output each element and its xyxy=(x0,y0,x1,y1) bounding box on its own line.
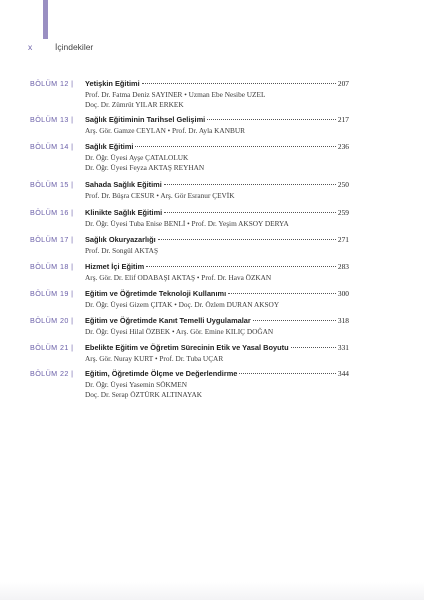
chapter-authors xyxy=(85,354,223,364)
author-line: Prof. Dr. Songül AKTAŞ xyxy=(85,246,159,255)
chapter-title: Klinikte Sağlık Eğitimi xyxy=(85,208,163,217)
chapter-page-number: 318 xyxy=(337,316,349,325)
chapter-page-number: 300 xyxy=(337,289,349,298)
chapter-page-number: 236 xyxy=(337,142,349,151)
chapter-authors xyxy=(85,300,279,310)
chapter-page-number: 259 xyxy=(337,208,349,217)
dot-leader xyxy=(142,83,336,84)
chapter-authors xyxy=(85,246,158,256)
author-line: Doç. Dr. Zümrüt YILAR ERKEK xyxy=(85,100,184,110)
chapter-title-row xyxy=(85,289,349,298)
chapter-title: Yetişkin Eğitimi xyxy=(85,79,140,88)
chapter-authors xyxy=(85,191,235,201)
chapter-authors xyxy=(85,219,289,229)
chapter-title: Eğitim ve Öğretimde Teknoloji Kullanımı xyxy=(85,289,227,298)
author-line: Arş. Gör. Nuray KURT • Prof. Dr. Tuba UÇAR xyxy=(85,354,224,363)
chapter-label: BÖLÜM 19 | xyxy=(30,289,74,298)
chapter-title-row xyxy=(85,316,349,325)
chapter-authors xyxy=(85,380,202,401)
chapter-title-row xyxy=(85,262,349,271)
author-line: Dr. Öğr. Üyesi Tuba Enise BENLİ • Prof. Dr. Yeşim AKSOY DERYA xyxy=(85,219,289,228)
section-title: İçindekiler xyxy=(55,42,94,52)
dot-leader xyxy=(164,184,336,185)
dot-leader xyxy=(146,266,336,267)
author-line: Arş. Gör. Gamze CEYLAN • Prof. Dr. Ayla KANBUR xyxy=(85,126,245,135)
chapter-page-number: 344 xyxy=(337,369,349,378)
chapter-title: Eğitim, Öğretimde Ölçme ve Değerlendirme xyxy=(85,369,238,378)
chapter-authors xyxy=(85,327,273,337)
chapter-title: Sağlık Eğitimi xyxy=(85,142,134,151)
page-numeral: x xyxy=(28,42,33,52)
dot-leader xyxy=(253,320,336,321)
dot-leader xyxy=(135,146,335,147)
chapter-title: Hizmet İçi Eğitim xyxy=(85,262,145,271)
chapter-authors xyxy=(85,273,271,283)
chapter-title-row xyxy=(85,180,349,189)
chapter-page-number: 271 xyxy=(337,235,349,244)
author-line: Dr. Öğr. Üyesi Yasemin SÖKMEN xyxy=(85,380,187,389)
chapter-title: Eğitim ve Öğretimde Kanıt Temelli Uygulamalar xyxy=(85,316,251,325)
chapter-page-number: 207 xyxy=(337,79,349,88)
author-line: Dr. Öğr. Üyesi Gizem ÇITAK • Doç. Dr. Özlem DURAN AKSOY xyxy=(85,300,280,309)
chapter-page-number: 283 xyxy=(337,262,349,271)
chapter-authors xyxy=(85,126,245,136)
chapter-title-row xyxy=(85,79,349,88)
author-line: Dr. Öğr. Üyesi Feyza AKTAŞ REYHAN xyxy=(85,163,205,173)
dot-leader xyxy=(239,373,336,374)
author-line: Doç. Dr. Serap ÖZTÜRK ALTINAYAK xyxy=(85,390,203,400)
author-line: Dr. Öğr. Üyesi Hilal ÖZBEK • Arş. Gör. Emine KILIÇ DOĞAN xyxy=(85,327,274,336)
chapter-page-number: 250 xyxy=(337,180,349,189)
chapter-page-number: 217 xyxy=(337,115,349,124)
author-line: Prof. Dr. Fatma Deniz SAYINER • Uzman Ebe Nesibe UZEL xyxy=(85,90,266,99)
chapter-title: Ebelikte Eğitim ve Öğretim Sürecinin Etik ve Yasal Boyutu xyxy=(85,343,289,352)
dot-leader xyxy=(164,212,336,213)
chapter-title-row xyxy=(85,142,349,151)
chapter-title-row xyxy=(85,235,349,244)
chapter-authors xyxy=(85,90,265,111)
chapter-label: BÖLÜM 20 | xyxy=(30,316,74,325)
chapter-label: BÖLÜM 18 | xyxy=(30,262,74,271)
dot-leader xyxy=(207,119,336,120)
chapter-label: BÖLÜM 14 | xyxy=(30,142,74,151)
author-line: Prof. Dr. Büşra CESUR • Arş. Gör Esranur ÇEVİK xyxy=(85,191,235,200)
chapter-label: BÖLÜM 22 | xyxy=(30,369,74,378)
author-line: Arş. Gör. Dr. Elif ODABAŞI AKTAŞ • Prof. Dr. Hava ÖZKAN xyxy=(85,273,272,282)
chapter-title-row xyxy=(85,369,349,378)
chapter-title-row xyxy=(85,208,349,217)
chapter-authors xyxy=(85,153,204,174)
chapter-title-row xyxy=(85,343,349,352)
chapter-label: BÖLÜM 17 | xyxy=(30,235,74,244)
chapter-label: BÖLÜM 12 | xyxy=(30,79,74,88)
chapter-page-number: 331 xyxy=(337,343,349,352)
dot-leader xyxy=(228,293,336,294)
chapter-title: Sağlık Okuryazarlığı xyxy=(85,235,156,244)
chapter-title: Sağlık Eğitiminin Tarihsel Gelişimi xyxy=(85,115,206,124)
chapter-label: BÖLÜM 13 | xyxy=(30,115,74,124)
dot-leader xyxy=(291,347,336,348)
header-accent-bar xyxy=(43,0,48,39)
chapter-title: Sahada Sağlık Eğitimi xyxy=(85,180,162,189)
chapter-label: BÖLÜM 21 | xyxy=(30,343,74,352)
chapter-title-row xyxy=(85,115,349,124)
chapter-label: BÖLÜM 16 | xyxy=(30,208,74,217)
chapter-label: BÖLÜM 15 | xyxy=(30,180,74,189)
dot-leader xyxy=(158,239,336,240)
page-bottom-shade xyxy=(0,582,424,600)
author-line: Dr. Öğr. Üyesi Ayşe ÇATALOLUK xyxy=(85,153,189,162)
